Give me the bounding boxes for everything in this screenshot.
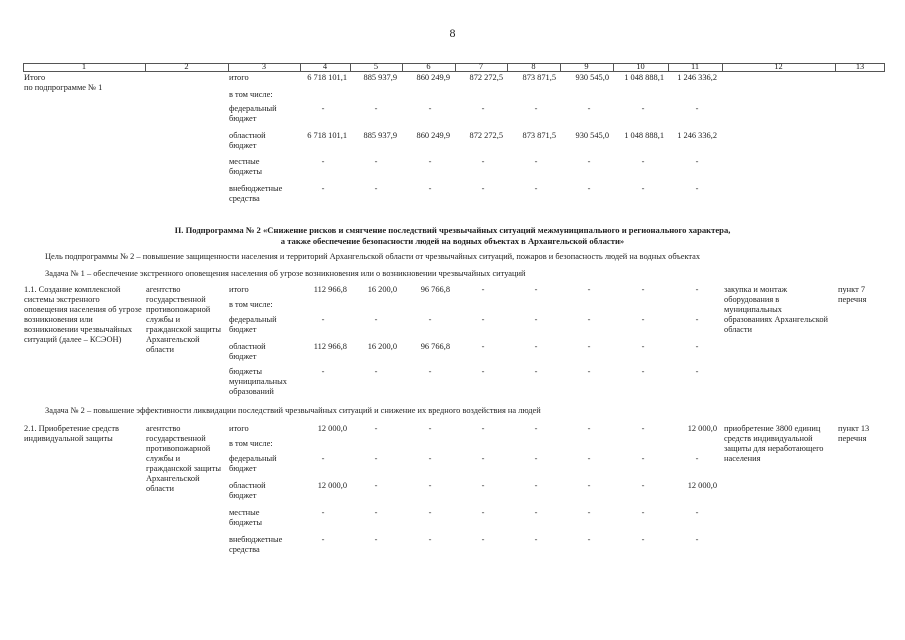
task-2: Задача № 2 – повышение эффективности ликвидации последствий чрезвычайных ситуаций и снижение их вредного воздействия на людей xyxy=(45,406,541,415)
header-cell: 10 xyxy=(636,62,645,71)
funding-source-label: итого xyxy=(229,285,249,294)
subprogram-2-title-line1: II. Подпрограмма № 2 «Снижение рисков и смягчение последствий чрезвычайных ситуаций межмуниципального и регионального характера, xyxy=(174,225,731,235)
header-cell: 2 xyxy=(184,62,189,71)
funding-value: - xyxy=(428,367,432,376)
funding-value: - xyxy=(534,424,538,433)
header-cell: 4 xyxy=(322,62,328,71)
header-cell: 6 xyxy=(426,62,431,71)
funding-value: - xyxy=(587,184,591,193)
funding-source-label: итого xyxy=(229,73,249,82)
funding-value: - xyxy=(695,508,699,517)
funding-value: - xyxy=(641,104,645,113)
funding-value: - xyxy=(695,184,699,193)
executor-name: агентство государственной противопожарной службы и гражданской защиты Архангельской области xyxy=(146,424,221,493)
funding-value: - xyxy=(695,367,699,376)
expected-result: закупка и монтаж оборудования в муниципальных образованиях Архангельской области xyxy=(724,285,829,334)
funding-value: - xyxy=(695,535,699,544)
funding-source-label: федеральный бюджет xyxy=(229,315,277,334)
funding-value: - xyxy=(587,454,591,463)
header-cell: 5 xyxy=(373,62,379,71)
funding-value: - xyxy=(534,315,538,324)
funding-value: 1 048 888,1 xyxy=(624,73,664,82)
funding-source-label: федеральный бюджет xyxy=(229,104,277,123)
funding-source-label: областной бюджет xyxy=(229,131,266,150)
funding-source-label: местные бюджеты xyxy=(229,157,263,176)
subprogram-2-title-line2: а также обеспечение безопасности людей на водных объектах в Архангельской области» xyxy=(280,236,625,246)
header-cell: 7 xyxy=(478,62,484,71)
funding-value: 885 937,9 xyxy=(363,131,397,140)
funding-value: - xyxy=(321,184,325,193)
funding-value: 930 545,0 xyxy=(575,131,609,140)
funding-value: - xyxy=(587,285,591,294)
funding-value: - xyxy=(321,535,325,544)
funding-value: - xyxy=(374,535,378,544)
funding-value: - xyxy=(587,535,591,544)
funding-value: - xyxy=(587,508,591,517)
header-cell: 13 xyxy=(855,62,865,71)
funding-value: - xyxy=(481,481,485,490)
funding-value: - xyxy=(641,342,645,351)
funding-source-label: бюджеты муниципальных образований xyxy=(229,367,287,396)
activity-name: 2.1. Приобретение средств индивидуальной защиты xyxy=(24,424,119,443)
funding-value: - xyxy=(481,104,485,113)
funding-value: - xyxy=(481,454,485,463)
funding-value: - xyxy=(321,367,325,376)
subprogram-2-goal: Цель подпрограммы № 2 – повышение защищенности населения и территорий Архангельской области от чрезвычайных ситуаций, пожаров и безопасность людей на водных объектах xyxy=(45,252,701,261)
funding-source-label: в том числе: xyxy=(229,90,273,99)
funding-value: - xyxy=(587,424,591,433)
funding-source-label: внебюджетные средства xyxy=(229,184,283,203)
reference: пункт 13 перечня xyxy=(838,424,870,443)
funding-value: - xyxy=(481,367,485,376)
funding-source-label: областной бюджет xyxy=(229,342,266,361)
funding-value: - xyxy=(695,285,699,294)
funding-value: - xyxy=(534,367,538,376)
funding-value: - xyxy=(695,342,699,351)
funding-value: - xyxy=(641,535,645,544)
funding-value: - xyxy=(534,157,538,166)
funding-value: 12 000,0 xyxy=(687,481,717,490)
funding-value: - xyxy=(534,104,538,113)
funding-value: - xyxy=(428,508,432,517)
page-number: 8 xyxy=(449,26,456,40)
funding-value: - xyxy=(641,157,645,166)
funding-value: - xyxy=(481,424,485,433)
header-cell: 8 xyxy=(531,62,536,71)
funding-value: - xyxy=(587,104,591,113)
funding-value: - xyxy=(534,508,538,517)
funding-value: 930 545,0 xyxy=(575,73,609,82)
funding-value: - xyxy=(374,481,378,490)
funding-value: - xyxy=(534,184,538,193)
funding-value: - xyxy=(641,454,645,463)
reference: пункт 7 перечня xyxy=(838,285,867,304)
funding-value: - xyxy=(321,315,325,324)
activity-name: 1.1. Создание комплексной системы экстренного оповещения населения об угрозе возникновения или возникновении чрезвычайных ситуаций (далее – КСЭОН) xyxy=(24,285,142,344)
funding-value: - xyxy=(641,508,645,517)
funding-value: 1 246 336,2 xyxy=(677,131,717,140)
funding-value: - xyxy=(695,454,699,463)
funding-value: 885 937,9 xyxy=(363,73,397,82)
funding-value: - xyxy=(321,157,325,166)
funding-value: - xyxy=(428,424,432,433)
funding-value: - xyxy=(428,454,432,463)
funding-value: - xyxy=(374,454,378,463)
funding-value: 6 718 101,1 xyxy=(307,73,347,82)
funding-value: - xyxy=(428,535,432,544)
funding-value: - xyxy=(534,535,538,544)
funding-value: - xyxy=(587,315,591,324)
funding-value: - xyxy=(695,157,699,166)
funding-value: - xyxy=(587,367,591,376)
funding-value: - xyxy=(481,508,485,517)
funding-source-label: внебюджетные средства xyxy=(229,535,283,554)
funding-value: 112 966,8 xyxy=(313,285,347,294)
funding-value: - xyxy=(534,481,538,490)
funding-value: 96 766,8 xyxy=(420,342,450,351)
funding-value: - xyxy=(641,285,645,294)
funding-value: 16 200,0 xyxy=(367,285,397,294)
funding-source-label: итого xyxy=(229,424,249,433)
header-cell: 3 xyxy=(261,62,267,71)
funding-value: - xyxy=(641,184,645,193)
funding-value: 96 766,8 xyxy=(420,285,450,294)
funding-source-label: местные бюджеты xyxy=(229,508,263,527)
funding-value: 860 249,9 xyxy=(416,131,450,140)
funding-value: 12 000,0 xyxy=(687,424,717,433)
funding-value: - xyxy=(641,367,645,376)
header-cell: 12 xyxy=(774,62,783,71)
funding-value: - xyxy=(587,157,591,166)
funding-value: - xyxy=(374,508,378,517)
funding-value: - xyxy=(374,367,378,376)
header-cell: 11 xyxy=(690,62,700,71)
funding-value: - xyxy=(428,315,432,324)
funding-value: - xyxy=(641,424,645,433)
activity-name: Итого по подпрограмме № 1 xyxy=(24,73,103,92)
header-cell: 1 xyxy=(81,62,87,71)
funding-value: - xyxy=(374,424,378,433)
funding-value: 112 966,8 xyxy=(313,342,347,351)
funding-value: - xyxy=(374,184,378,193)
funding-value: 872 272,5 xyxy=(469,131,503,140)
funding-source-label: в том числе: xyxy=(229,439,273,448)
funding-value: - xyxy=(481,535,485,544)
funding-value: - xyxy=(534,285,538,294)
task-1: Задача № 1 – обеспечение экстренного оповещения населения об угрозе возникновения или о возникновении чрезвычайных ситуаций xyxy=(45,269,526,278)
funding-value: 12 000,0 xyxy=(317,424,347,433)
funding-value: - xyxy=(695,104,699,113)
funding-value: - xyxy=(428,184,432,193)
funding-value: 873 871,5 xyxy=(522,131,556,140)
funding-value: 1 246 336,2 xyxy=(677,73,717,82)
funding-value: 6 718 101,1 xyxy=(307,131,347,140)
funding-value: 16 200,0 xyxy=(367,342,397,351)
funding-value: 860 249,9 xyxy=(416,73,450,82)
funding-value: - xyxy=(374,104,378,113)
funding-value: - xyxy=(534,454,538,463)
funding-value: - xyxy=(587,342,591,351)
expected-result: приобретение 3800 единиц средств индивидуальной защиты для неработающего населения xyxy=(724,424,824,463)
funding-value: - xyxy=(695,315,699,324)
executor-name: агентство государственной противопожарной службы и гражданской защиты Архангельской области xyxy=(146,285,221,354)
funding-value: - xyxy=(428,104,432,113)
funding-value: - xyxy=(374,315,378,324)
funding-value: - xyxy=(374,157,378,166)
funding-value: - xyxy=(641,315,645,324)
funding-value: - xyxy=(641,481,645,490)
funding-value: - xyxy=(321,104,325,113)
funding-value: 873 871,5 xyxy=(522,73,556,82)
funding-value: - xyxy=(321,508,325,517)
funding-value: 12 000,0 xyxy=(317,481,347,490)
header-cell: 9 xyxy=(584,62,589,71)
funding-source-label: в том числе: xyxy=(229,300,273,309)
funding-value: - xyxy=(481,342,485,351)
funding-value: - xyxy=(481,315,485,324)
funding-value: - xyxy=(481,184,485,193)
funding-value: 872 272,5 xyxy=(469,73,503,82)
funding-value: - xyxy=(428,481,432,490)
funding-source-label: областной бюджет xyxy=(229,481,266,500)
funding-value: - xyxy=(587,481,591,490)
funding-value: 1 048 888,1 xyxy=(624,131,664,140)
funding-value: - xyxy=(428,157,432,166)
funding-value: - xyxy=(481,285,485,294)
funding-value: - xyxy=(321,454,325,463)
funding-value: - xyxy=(534,342,538,351)
funding-value: - xyxy=(481,157,485,166)
funding-source-label: федеральный бюджет xyxy=(229,454,277,473)
